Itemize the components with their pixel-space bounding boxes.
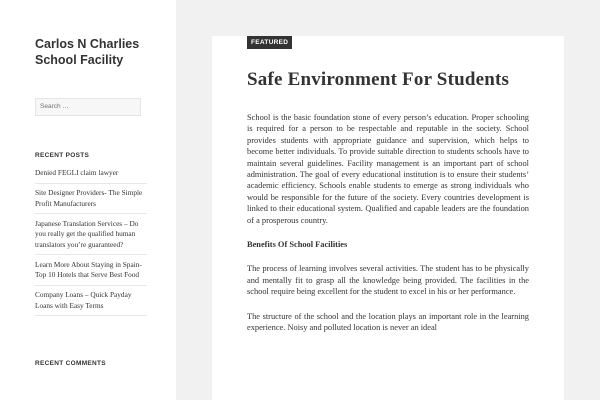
- post-article: [212, 36, 564, 400]
- post-paragraph: School is the basic foundation stone of every person’s education. Proper schooling is required for a person to be respectable and reputable in the society. School provides students with appropriate guidance and supervision, which helps to become better individuals. To provide suitable direction to students schools have to maintain several guidelines. Facility management is an important part of school administration. The goal of every educational institution is to ensure their students’ academic efficiency. Schools enable students to emerge as strong individuals who would be responsible for the future of the society. Every countries development is linked to their educational system. Qualified and capable leaders are the foundation of a prosperous country.: [247, 113, 529, 225]
- recent-post-link[interactable]: Japanese Translation Services – Do you really get the qualified human translators you’re guaranteed?: [35, 219, 147, 256]
- sidebar: [0, 0, 176, 400]
- recent-post-link[interactable]: Site Designer Providers- The Simple Profit Manufacturers: [35, 188, 147, 214]
- post-paragraph: The process of learning involves several activities. The student has to be physically and mentally fit to grasp all the knowledge being provided. The facilities in the school require being excellent for the student to excel in his or her performance.: [247, 264, 529, 297]
- recent-posts-list: [35, 168, 147, 321]
- post-content: [247, 112, 529, 347]
- site-title[interactable]: Carlos N Charlies School Facility: [35, 37, 140, 67]
- search-input[interactable]: Search …: [35, 98, 141, 116]
- post-subheading: Benefits Of School Facilities: [247, 240, 348, 250]
- recent-post-link[interactable]: Denied FEGLI claim lawyer: [35, 168, 147, 184]
- post-paragraph: The structure of the school and the location plays an important role in the learning experience. Noisy and polluted location is never an ideal: [247, 311, 529, 333]
- featured-badge: FEATURED: [247, 36, 292, 49]
- post-title[interactable]: Safe Environment For Students: [247, 69, 510, 90]
- recent-posts-heading: RECENT POSTS: [35, 152, 90, 159]
- recent-post-link[interactable]: Learn More About Staying in Spain- Top 10 Hotels that Serve Best Food: [35, 260, 147, 286]
- recent-post-link[interactable]: Company Loans – Quick Payday Loans with Easy Terms: [35, 290, 147, 316]
- recent-comments-heading: RECENT COMMENTS: [35, 360, 106, 367]
